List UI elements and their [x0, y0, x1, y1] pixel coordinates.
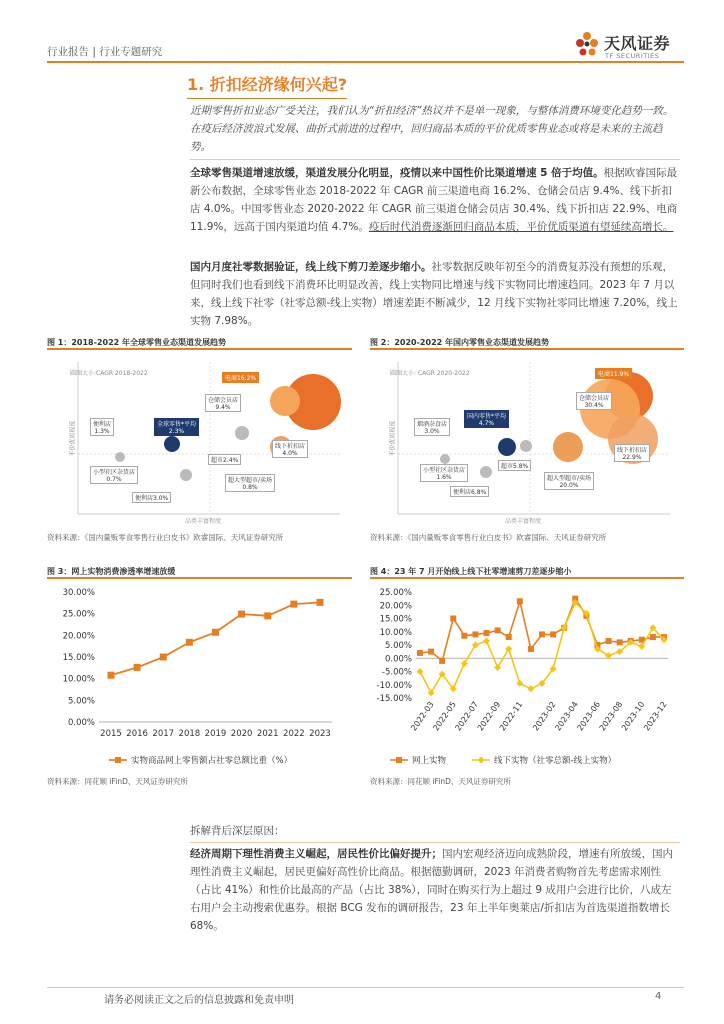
fig1-y-label: 平价优质程度: [69, 420, 77, 457]
fig4-online-point: [539, 631, 545, 637]
fig2-bubble-avg: [498, 438, 516, 456]
fig4-offline-line: [420, 603, 664, 693]
paragraph-3-body: 国内宏观经济迈向成熟阶段，增速有所放缓，国内理性消费主义崛起，居民更偏好高性价比商品。根据德勤调研，2023 年消费者购物首先考虑需求刚性（占比 41%）和性价比最高的产品（占比 38%），同时在购买行为上超过 9 成用户会进行比价，八成左右用户会主动搜索优惠券。根据 BCG 发布的调研报告，23 年上半年奥莱店/折扣店为首选渠道指数增长 68%。: [190, 848, 673, 932]
fig3-x-tick: 2016: [126, 729, 148, 739]
fig2-label-convenience: 烟酒杂食店 3.0%: [414, 418, 450, 436]
fig4-x-tick: 2022-11: [497, 699, 525, 733]
fig4-offline-point: [638, 643, 645, 650]
paragraph-1-underline: 疫后时代消费逐渐回归商品本质，平价优质渠道有望延续高增长。: [368, 221, 674, 233]
fig1-bubble-super: [235, 426, 249, 440]
fig3-y-tick: 20.00%: [62, 631, 95, 642]
fig2-label-discount: 线下折扣店 22.9%: [614, 444, 650, 462]
fig3-y-tick: 25.00%: [62, 609, 95, 620]
fig1-bubble-warehouse: [270, 386, 300, 416]
fig4-x-tick: 2023-02: [531, 699, 558, 733]
fig2-bubble-super: [520, 440, 532, 452]
fig3-x-tick: 2018: [178, 729, 201, 739]
fig4-legend-online-label: 网上实物: [412, 756, 447, 766]
fig1-title: 图 1：2018-2022 年全球零售业态渠道发展趋势: [47, 338, 226, 347]
fig1-bubble-dept: [180, 469, 192, 481]
fig1-label-avg: 全球零售*平均 2.3%: [154, 418, 199, 436]
fig2-label-dept: 便利店6.8%: [450, 486, 489, 497]
fig4-legend-offline-marker: [478, 757, 485, 764]
fig4-online-point: [517, 598, 523, 604]
fig3-point: [186, 639, 193, 646]
fig4-y-tick: 5.00%: [384, 641, 412, 651]
paragraph-1-body: 根据欧睿国际最新公布数据，全球零售业态 2018-2022 年 CAGR 前三渠道电商 16.2%、仓储会员店 9.4%、线下折扣店 4.0%。中国零售业态 2020-2022 年 CAGR 前三渠道仓储会员店 30.4%、线下折扣店 22.9%、电商 11.9%，远高于国内渠道均值 4.7%。: [190, 167, 678, 233]
fig2-legend: 圆圈大小: CAGR 2020-2022: [390, 370, 470, 377]
fig4-offline-point: [505, 645, 512, 652]
fig4-x-tick: 2022-09: [475, 699, 503, 733]
fig4-online-point: [484, 630, 490, 636]
fig1-title-rule: [47, 348, 352, 350]
fig2-bubble-hyper: [553, 432, 583, 462]
fig3-legend-swatch-marker: [115, 757, 121, 763]
fig4-x-tick: 2022-07: [453, 699, 481, 733]
company-logo: [574, 30, 684, 64]
fig2-title-rule: [370, 348, 684, 350]
paragraph-3-bold: 经济周期下理性消费主义崛起，居民性价比偏好提升；: [190, 848, 442, 860]
fig4-offline-point: [527, 685, 534, 692]
fig2-label-avg: 国内零售*平均 4.7%: [464, 410, 509, 428]
paragraph-1: [190, 164, 680, 236]
fig4-title: 图 4：23 年 7 月开始线上线下社零增速剪刀差逐步缩小: [370, 567, 572, 576]
fig4-legend-online-marker: [396, 757, 402, 763]
fig4-offline-point: [494, 664, 501, 671]
fig4-online-point: [650, 634, 656, 640]
fig2-bubble-dept: [480, 466, 492, 478]
fig3-legend-label: 实物商品网上零售额占社零总额比重（%）: [131, 756, 293, 766]
fig4-online-line: [420, 599, 664, 661]
fig3-x-tick: 2021: [256, 729, 279, 739]
fig3-x-tick: 2023: [309, 729, 331, 739]
fig4-y-tick: -15.00%: [376, 694, 412, 704]
fig1-label-convenience: 便利店 1.3%: [90, 418, 114, 436]
fig4-y-tick: -5.00%: [381, 667, 412, 678]
fig1-source: 资料来源：《国内量贩零食零售行业白皮书》欧睿国际、天风证券研究所: [47, 533, 284, 542]
fig1-bubble-community: [115, 452, 125, 462]
fig4-online-point: [428, 649, 434, 655]
fig2-label-ecom: 电商11.9%: [595, 368, 632, 379]
fig3-point: [290, 601, 297, 608]
fig3-y-tick: 15.00%: [62, 653, 95, 663]
fig3-title: 图 3：网上实物消费渗透率增速放缓: [47, 567, 176, 576]
section-intro: 近期零售折扣业态广受关注，我们认为“折扣经济”热议并不是单一现象，与整体消费环境变化趋势一致。在疫后经济波浪式发展、曲折式前进的过程中，回归商品本质的平价优质零售业态或将是未来的主流趋势。: [190, 105, 674, 153]
fig1-label-super: 超市2.4%: [208, 454, 241, 465]
paragraph-3-lead: 拆解背后深层原因：: [190, 825, 285, 837]
fig1-bubble-chart: [60, 354, 345, 524]
fig4-y-tick: 10.00%: [379, 627, 412, 638]
fig4-y-tick: 25.00%: [379, 588, 412, 598]
fig1-label-hyper: 超大型超市/卖场 0.8%: [225, 474, 275, 492]
fig2-bubble-community: [440, 454, 450, 464]
fig4-x-tick: 2023-06: [575, 699, 603, 733]
fig4-legend-offline-label: 线下实物（社零总额-线上实物）: [494, 756, 617, 766]
header-divider: [47, 61, 684, 63]
fig3-line-chart: [47, 582, 352, 772]
fig4-y-tick: 20.00%: [379, 601, 412, 612]
fig4-x-tick: 2023-12: [642, 699, 669, 733]
fig4-online-point: [506, 634, 512, 640]
report-type-label: 行业报告 | 行业专题研究: [47, 46, 163, 58]
page-number: 4: [655, 991, 662, 1002]
fig4-offline-point: [516, 680, 523, 687]
fig3-point: [134, 664, 141, 671]
fig1-legend: 圆圈大小:CAGR 2018-2022: [70, 370, 148, 377]
fig3-point: [160, 654, 167, 661]
paragraph-3-divider: [190, 842, 680, 843]
fig3-y-tick: 0.00%: [67, 718, 95, 728]
fig4-x-tick: 2022-05: [431, 699, 458, 733]
fig3-series-line: [111, 602, 320, 675]
paragraph-2-body: 社零数据反映年初至今的消费复苏没有预想的乐观，但同时我们也看到线下消费环比明显改善，线上实物同比增速与线下实物同比增速趋同。2023 年 7 月以来，线上线下社零（社零总额-线上实物）增速差距不断减少，12 月线下实物社零同比增速 7.20%，线上实物 7.98%。: [190, 261, 678, 327]
fig4-offline-point: [472, 642, 479, 649]
fig2-y-label: 平价优质程度: [389, 420, 397, 457]
fig4-x-tick: 2023-04: [553, 699, 580, 733]
fig3-point: [108, 672, 115, 679]
fig1-label-ecom: 电商16.2%: [222, 372, 259, 383]
fig4-online-point: [472, 631, 478, 637]
fig4-offline-point: [461, 660, 468, 667]
fig4-online-point: [439, 658, 445, 664]
fig4-line-chart: [368, 582, 684, 772]
fig4-x-tick: 2023-08: [597, 699, 625, 733]
fig2-source: 资料来源：《国内量贩零食零售行业白皮书》欧睿国际、天风证券研究所: [370, 533, 607, 542]
fig3-x-tick: 2019: [204, 729, 227, 739]
fig3-x-tick: 2015: [100, 729, 122, 739]
footer-disclaimer: 请务必阅读正文之后的信息披露和免责申明: [104, 995, 294, 1006]
fig1-label-warehouse: 仓储会员店 9.4%: [205, 394, 241, 412]
fig3-point: [264, 612, 271, 619]
fig4-x-tick: 2022-03: [409, 699, 436, 733]
fig4-offline-point: [483, 638, 490, 645]
fig2-x-label: 品类丰富程度: [505, 518, 542, 525]
fig3-y-tick: 30.00%: [62, 588, 95, 598]
fig1-label-community: 小型社区杂货店 0.7%: [90, 466, 138, 484]
fig4-online-point: [528, 646, 534, 652]
fig4-online-point: [606, 638, 612, 644]
fig3-y-tick: 10.00%: [62, 674, 95, 685]
fig4-source: 资料来源：同花顺 iFinD、天风证券研究所: [370, 777, 511, 786]
fig4-offline-point: [417, 668, 424, 675]
fig4-online-point: [617, 639, 623, 645]
fig4-y-tick: -10.00%: [376, 680, 412, 691]
fig4-online-point: [550, 631, 556, 637]
fig4-online-point: [495, 627, 501, 633]
fig3-x-tick: 2022: [283, 729, 305, 739]
fig3-x-tick: 2017: [152, 729, 175, 739]
logo-text-zh: 天风证券: [604, 34, 671, 53]
fig2-label-hyper: 超大型超市/卖场 20.0%: [544, 472, 594, 490]
section-title: 1. 折扣经济缘何兴起?: [187, 72, 347, 99]
intro-divider: [190, 159, 680, 160]
fig3-y-tick: 5.00%: [67, 696, 95, 707]
fig2-title: 图 2：2020-2022 年国内零售业态渠道发展趋势: [370, 338, 549, 347]
fig2-bubble-chart: [380, 354, 675, 524]
fig3-point: [317, 599, 324, 606]
fig4-x-tick: 2023-10: [619, 699, 647, 733]
fig1-x-label: 品类丰富程度: [185, 518, 222, 525]
paragraph-2: [190, 258, 680, 330]
fig4-online-point: [417, 650, 423, 656]
fig2-label-community: 小型社区杂货店 1.6%: [420, 464, 468, 482]
logo-text-en: TF SECURITIES: [605, 52, 660, 60]
paragraph-1-lead: 全球零售渠道增速放缓，渠道发展分化明显，疫情以来中国性价比渠道增速 5 倍于均值。: [190, 167, 604, 179]
fig3-point: [238, 611, 245, 618]
fig2-label-warehouse: 仓储会员店 30.4%: [576, 392, 612, 410]
logo-flower-icon: [574, 30, 600, 60]
fig2-label-super: 超市5.8%: [498, 460, 531, 471]
fig1-bubble-avg: [164, 436, 180, 452]
fig1-label-discount: 线下折扣店 4.0%: [272, 440, 308, 458]
fig4-y-tick: 0.00%: [384, 654, 412, 665]
fig3-source: 资料来源：同花顺 iFinD、天风证券研究所: [47, 777, 188, 786]
fig3-x-tick: 2020: [230, 729, 253, 739]
fig4-y-tick: 15.00%: [379, 614, 412, 625]
fig1-label-dept: 便利店3.0%: [132, 492, 171, 503]
fig4-title-rule: [370, 577, 684, 579]
footer-divider: [47, 987, 684, 988]
fig3-title-rule: [47, 577, 352, 579]
fig3-point: [212, 629, 219, 636]
fig4-online-point: [461, 633, 467, 639]
fig4-online-point: [450, 616, 456, 622]
paragraph-3: [190, 845, 680, 935]
paragraph-2-lead: 国内月度社零数据验证，线上线下剪刀差逐步缩小。: [190, 261, 432, 273]
fig4-offline-point: [428, 689, 435, 696]
